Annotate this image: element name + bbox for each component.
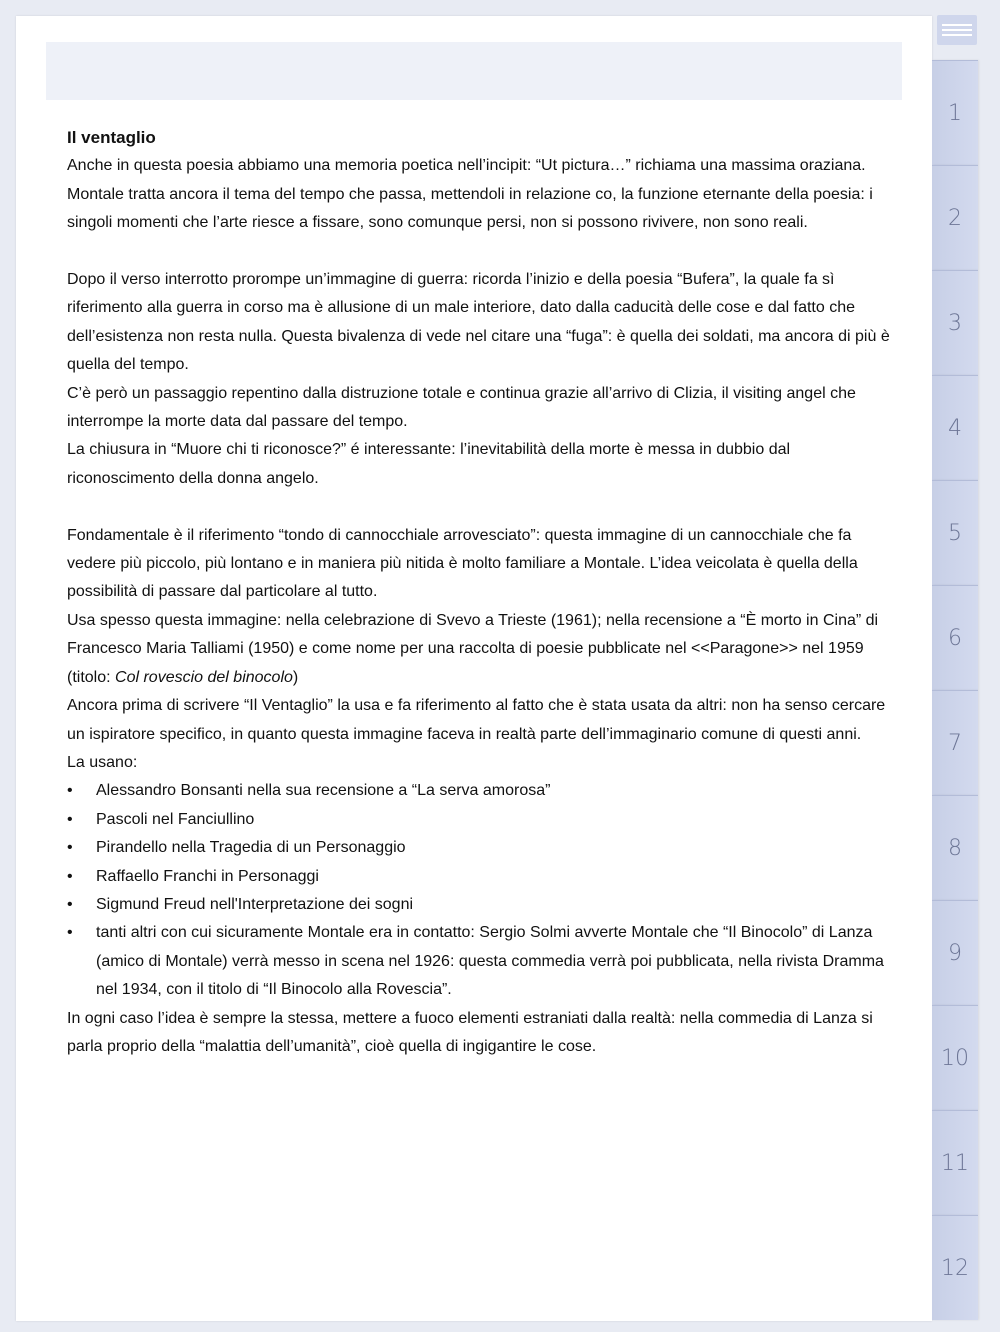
- list-item: [67, 863, 897, 891]
- list-item: [67, 806, 897, 834]
- list-item-text: Pirandello nella Tragedia di un Personaggio: [96, 839, 406, 857]
- list-item: [67, 891, 897, 919]
- hamburger-menu-icon[interactable]: [937, 15, 977, 45]
- paragraph: [67, 607, 897, 692]
- bullet-icon: •: [67, 895, 73, 913]
- paragraph-text: ): [292, 668, 299, 686]
- tab-page-5[interactable]: 5: [932, 480, 978, 585]
- list-item-text: Alessandro Bonsanti nella sua recensione a “La serva amorosa”: [96, 782, 551, 800]
- page-header-band: [46, 42, 902, 100]
- bullet-icon: •: [67, 924, 73, 942]
- book-title: Col rovescio del binocolo: [115, 668, 293, 686]
- bullet-icon: •: [67, 839, 73, 857]
- bullet-icon: •: [67, 810, 73, 828]
- paragraph: Fondamentale è il riferimento “tondo di cannocchiale arrovesciato”: questa immagine di un cannocchiale che fa vedere più piccolo, più lontano e in maniera più nitida è molto familiare a Montale. L’idea veicolata è quella della possibilità di passare dal particolare al tutto.: [67, 526, 858, 601]
- paragraph-text: Usa spesso questa immagine: nella celebrazione di Svevo a Trieste (1961); nella recensione a “È morto in Cina” di Francesco Maria Talliami (1950) e come nome per una raccolta di poesie pubblicate nel <<Paragone>> nel 1959 (titolo:: [67, 611, 879, 686]
- list-item-text: Sigmund Freud nell'Interpretazione dei sogni: [96, 895, 414, 913]
- paragraph: Dopo il verso interrotto prorompe un’immagine di guerra: ricorda l’inizio e della poesia “Bufera”, la quale fa sì riferimento alla guerra in corso ma è allusione di un male interiore, dato dalla caducità delle cose e dal fatto che dell’esistenza non resta nulla. Questa bivalenza di vede nel citare una “fuga”: è quella dei soldati, ma ancora di più è quella del tempo.: [67, 271, 890, 374]
- document-title: Il ventaglio: [67, 128, 156, 147]
- list-item-text: Raffaello Franchi in Personaggi: [96, 867, 319, 885]
- tab-page-6[interactable]: 6: [932, 585, 978, 690]
- list-item: [67, 777, 897, 805]
- list-item: [67, 919, 897, 1004]
- tab-page-8[interactable]: 8: [932, 795, 978, 900]
- tab-page-7[interactable]: 7: [932, 690, 978, 795]
- document-content: [67, 124, 897, 1061]
- bullet-icon: •: [67, 867, 73, 885]
- paragraph: Ancora prima di scrivere “Il Ventaglio” la usa e fa riferimento al fatto che è stata usata da altri: non ha senso cercare un ispiratore specifico, in quanto questa immagine faceva in realtà parte dell’immaginario comune di questi anni.: [67, 697, 886, 743]
- list-item-text: Pascoli nel Fanciullino: [96, 810, 255, 828]
- paragraph: La usano:: [67, 753, 138, 771]
- tab-page-9[interactable]: 9: [932, 900, 978, 1005]
- tab-page-12[interactable]: 12: [932, 1215, 978, 1320]
- tab-page-4[interactable]: 4: [932, 375, 978, 480]
- tab-page-3[interactable]: 3: [932, 270, 978, 375]
- paragraph: Montale tratta ancora il tema del tempo che passa, mettendoli in relazione co, la funzione eternante della poesia: i singoli momenti che l’arte riesce a fissare, sono comunque persi, non si possono rivivere, non sono reali.: [67, 185, 873, 232]
- paragraph: In ogni caso l’idea è sempre la stessa, mettere a fuoco elementi estraniati dalla realtà: nella commedia di Lanza si parla proprio della “malattia dell’umanità”, cioè quella di ingigantire le cose.: [67, 1009, 873, 1055]
- paragraph: La chiusura in “Muore chi ti riconosce?” é interessante: l’inevitabilità della morte è messa in dubbio dal riconoscimento della donna angelo.: [67, 441, 791, 487]
- bullet-icon: •: [67, 782, 73, 800]
- tab-page-2[interactable]: 2: [932, 165, 978, 270]
- tab-page-11[interactable]: 11: [932, 1110, 978, 1215]
- list-item: [67, 834, 897, 862]
- paragraph: Anche in questa poesia abbiamo una memoria poetica nell’incipit: “Ut pictura…” richiama una massima oraziana.: [67, 157, 866, 175]
- tab-page-1[interactable]: 1: [932, 60, 978, 165]
- tab-page-10[interactable]: 10: [932, 1005, 978, 1110]
- list-item-text: tanti altri con cui sicuramente Montale era in contatto: Sergio Solmi avverte Montale che “Il Binocolo” di Lanza (amico di Montale) verrà messo in scena nel 1926: questa commedia verrà poi pubblicata, nella rivista Dramma nel 1934, con il titolo di “Il Binocolo alla Rovescia”.: [96, 924, 884, 999]
- document-page: [16, 16, 932, 1321]
- page-tabs: [932, 60, 978, 1320]
- paragraph: C’è però un passaggio repentino dalla distruzione totale e continua grazie all’arrivo di Clizia, il visiting angel che interrompe la morte data dal passare del tempo.: [67, 384, 856, 431]
